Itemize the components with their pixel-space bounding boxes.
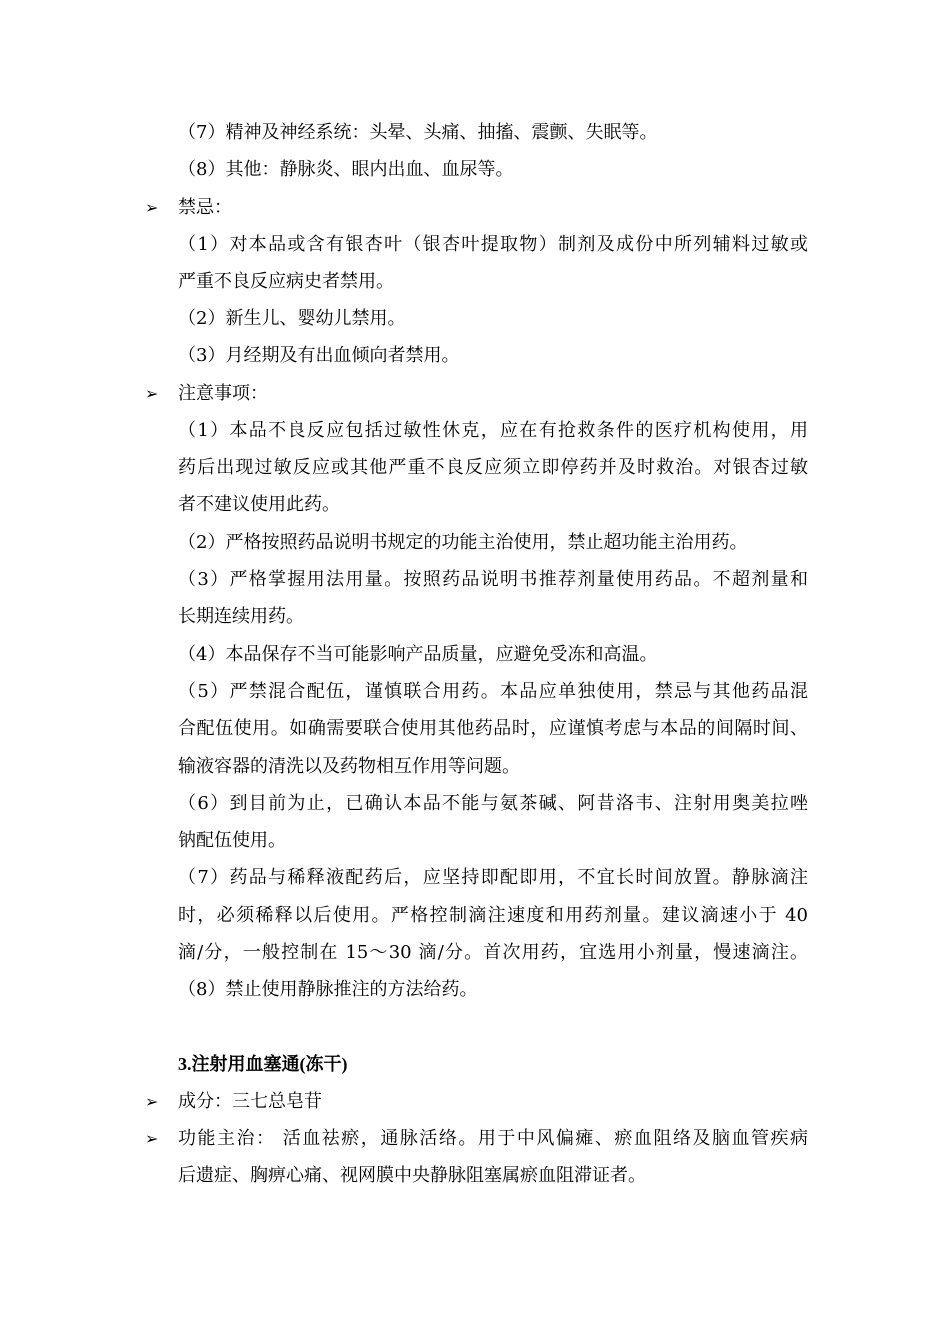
side-effect-item-7: （7）精神及神经系统：头晕、头痛、抽搐、震颤、失眠等。 <box>178 122 658 143</box>
precaution-item-7-line-1: （7）药品与稀释液配药后，应坚持即配即用，不宜长时间放置。静脉滴注 <box>178 867 808 888</box>
bullet-arrow-icon: ➢ <box>145 384 159 403</box>
precaution-item-2: （2）严格按照药品说明书规定的功能主治使用，禁止超功能主治用药。 <box>178 532 748 553</box>
indications-line-1: 功能主治： 活血祛瘀，通脉活络。用于中风偏瘫、瘀血阻络及脑血管疾病 <box>178 1128 808 1149</box>
ingredients-line: 成分：三七总皂苷 <box>178 1091 322 1112</box>
side-effect-item-8: （8）其他：静脉炎、眼内出血、血尿等。 <box>178 159 514 180</box>
contraindication-item-3: （3）月经期及有出血倾向者禁用。 <box>178 345 460 366</box>
precaution-item-1-line-2: 药后出现过敏反应或其他严重不良反应须立即停药并及时救治。对银杏过敏 <box>178 457 808 478</box>
bullet-arrow-icon: ➢ <box>145 1092 159 1111</box>
precaution-item-6-line-2: 钠配伍使用。 <box>178 830 286 851</box>
precaution-item-5-line-2: 合配伍使用。如确需要联合使用其他药品时，应谨慎考虑与本品的间隔时间、 <box>178 718 808 739</box>
contraindication-item-2: （2）新生儿、婴幼儿禁用。 <box>178 308 406 329</box>
precaution-item-1-line-1: （1）本品不良反应包括过敏性休克，应在有抢救条件的医疗机构使用，用 <box>178 420 808 441</box>
indications-line-2: 后遗症、胸痹心痛、视网膜中央静脉阻塞属瘀血阻滞证者。 <box>178 1165 646 1186</box>
precaution-item-7-line-3: 滴/分，一般控制在 15～30 滴/分。首次用药，宜选用小剂量，慢速滴注。 <box>178 942 808 963</box>
precaution-item-3-line-1: （3）严格掌握用法用量。按照药品说明书推荐剂量使用药品。不超剂量和 <box>178 569 808 590</box>
precaution-item-5-line-3: 输液容器的清洗以及药物相互作用等问题。 <box>178 756 520 777</box>
contraindication-item-1-line-2: 严重不良反应病史者禁用。 <box>178 271 394 292</box>
precaution-item-8: （8）禁止使用静脉推注的方法给药。 <box>178 979 478 1000</box>
contraindications-title: 禁忌： <box>178 197 232 218</box>
bullet-arrow-icon: ➢ <box>145 1129 159 1148</box>
contraindication-item-1-line-1: （1）对本品或含有银杏叶（银杏叶提取物）制剂及成份中所列辅料过敏或 <box>178 234 808 255</box>
precaution-item-5-line-1: （5）严禁混合配伍，谨慎联合用药。本品应单独使用，禁忌与其他药品混 <box>178 681 808 702</box>
precaution-item-6-line-1: （6）到目前为止，已确认本品不能与氨茶碱、阿昔洛韦、注射用奥美拉唑 <box>178 793 808 814</box>
precaution-item-3-line-2: 长期连续用药。 <box>178 606 304 627</box>
bullet-arrow-icon: ➢ <box>145 198 159 217</box>
precaution-item-4: （4）本品保存不当可能影响产品质量，应避免受冻和高温。 <box>178 644 658 665</box>
precaution-item-7-line-2: 时，必须稀释以后使用。严格控制滴注速度和用药剂量。建议滴速小于 40 <box>178 905 808 926</box>
precautions-title: 注意事项： <box>178 383 268 404</box>
section-heading: 3.注射用血塞通(冻干) <box>178 1054 348 1074</box>
precaution-item-1-line-3: 者不建议使用此药。 <box>178 494 340 515</box>
